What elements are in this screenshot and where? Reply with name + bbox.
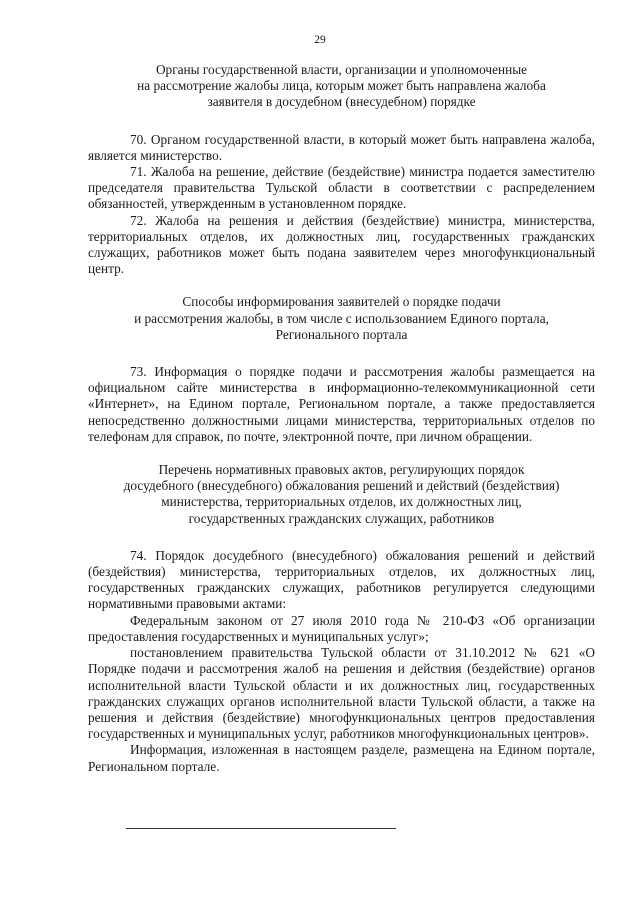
section-heading-complaint-bodies	[88, 62, 595, 111]
heading-line: досудебного (внесудебного) обжалования решений и действий (бездействия)	[123, 478, 560, 494]
spacer	[88, 111, 595, 132]
heading-line: на рассмотрение жалобы лица, которым может быть направлена жалоба	[137, 78, 546, 94]
heading-line: Регионального портала	[275, 326, 408, 342]
paragraph-72: 72. Жалоба на решения и действия (бездействие) министра, министерства, территориальных отделов, их должностных лиц, государственных гражданских служащих, работников может быть подана заявителем через многофункциональный центр.	[88, 212, 595, 277]
section-heading-regulatory-acts	[88, 462, 595, 527]
heading-line: Перечень нормативных правовых актов, регулирующих порядок	[158, 462, 525, 478]
heading-line: заявителя в досудебном (внесудебном) порядке	[207, 94, 476, 110]
paragraph-73: 73. Информация о порядке подачи и рассмотрения жалобы размещается на официальном сайте министерства в информационно-телекоммуникационной сети «Интернет», на Едином портале, Региональном портале, а также предоставляется непосредственно должностными лицами министерства, территориальных отделов по телефонам для справок, по почте, электронной почте, при личном обращении.	[88, 364, 595, 444]
page-number: 29	[314, 34, 326, 46]
paragraph-federal-law: Федеральным законом от 27 июля 2010 года № 210-ФЗ «Об организации предоставления государственных и муниципальных услуг»;	[88, 612, 595, 644]
paragraph-70: 70. Органом государственной власти, в который может быть направлена жалоба, является министерство.	[88, 131, 595, 163]
spacer	[88, 277, 595, 294]
spacer	[88, 343, 595, 364]
heading-line: государственных гражданских служащих, работников	[188, 510, 495, 526]
heading-line: и рассмотрения жалобы, в том числе с использованием Единого портала,	[134, 310, 549, 326]
paragraph-74: 74. Порядок досудебного (внесудебного) обжалования решений и действий (бездействия) министерства, территориальных отделов, их должностных лиц, государственных гражданских служащих, работников регулируется следующими нормативными правовыми актами:	[88, 547, 595, 612]
heading-line: Органы государственной власти, организации и уполномоченные	[155, 62, 528, 77]
paragraph-71: 71. Жалоба на решение, действие (бездействие) министра подается заместителю председателя правительства Тульской области в соответствии с распределением обязанностей, утвержденным в установленном порядке.	[88, 164, 595, 212]
page-content	[88, 62, 595, 775]
paragraph-portal-info: Информация, изложенная в настоящем разделе, размещена на Едином портале, Региональном портале.	[88, 742, 595, 774]
heading-line: Способы информирования заявителей о порядке подачи	[182, 294, 501, 310]
heading-line: министерства, территориальных отделов, их должностных лиц,	[161, 494, 522, 510]
spacer	[88, 527, 595, 548]
paragraph-tula-resolution: постановлением правительства Тульской области от 31.10.2012 № 621 «О Порядке подачи и рассмотрения жалоб на решения и действия (бездействие) органов исполнительной власти Тульской области и их должностных лиц, государственных гражданских служащих органов исполнительной власти Тульской области, а также на решения и действия (бездействие) многофункциональных центров предоставления государственных и муниципальных услуг, работников многофункциональных центров».	[88, 645, 595, 742]
footer-rule	[126, 828, 396, 829]
section-heading-informing-methods	[88, 294, 595, 343]
spacer	[88, 445, 595, 462]
